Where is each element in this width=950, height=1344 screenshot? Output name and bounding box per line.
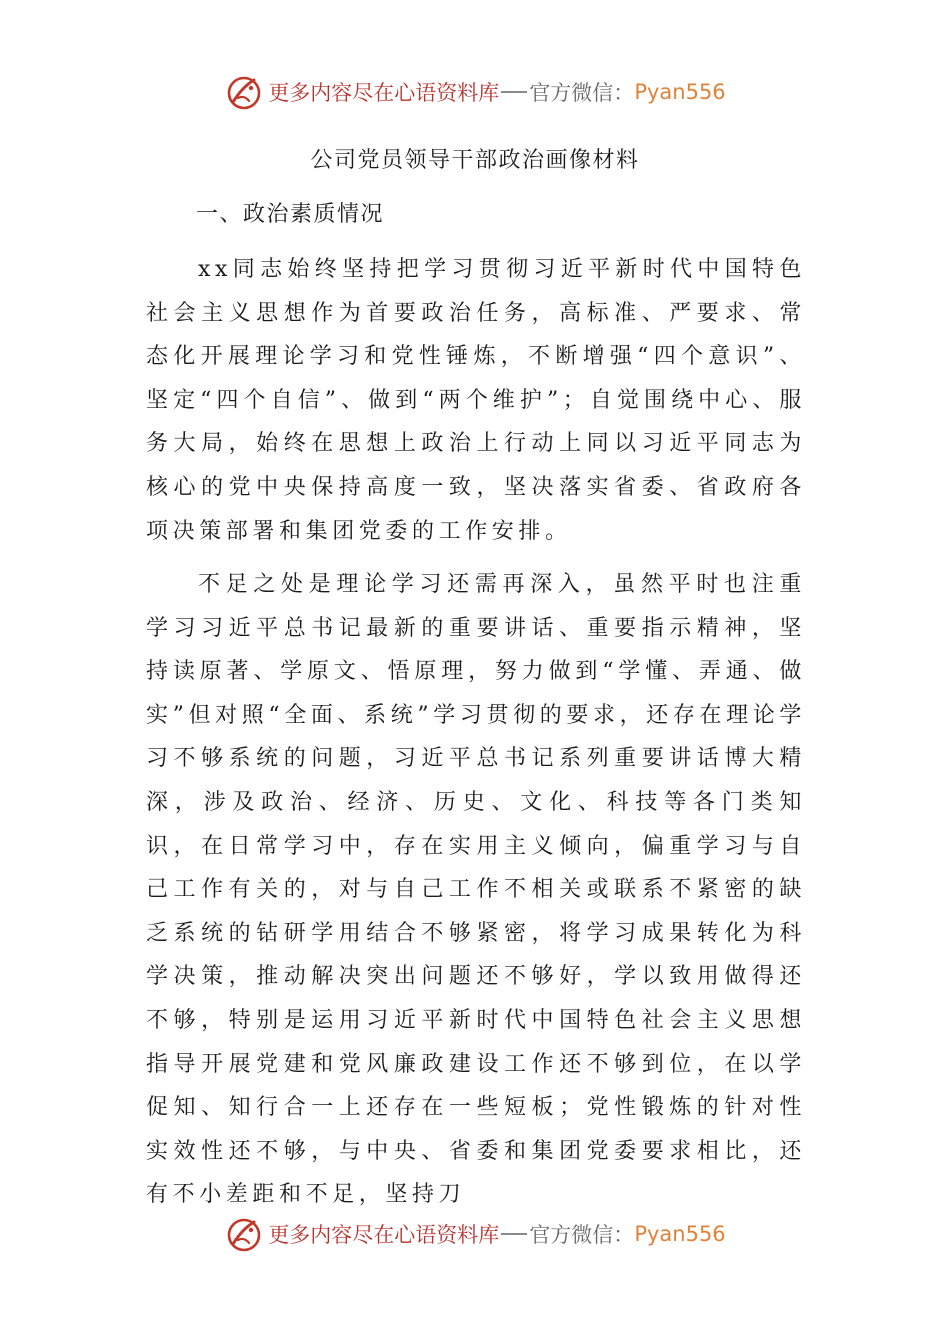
watermark-wechat-id: Pyan556 xyxy=(634,80,726,104)
watermark-main-text: 更多内容尽在心语资料库 xyxy=(268,1223,500,1247)
watermark-wechat-label: 官方微信： xyxy=(529,1223,635,1247)
watermark-wechat-id: Pyan556 xyxy=(634,1222,726,1246)
watermark-banner-bottom xyxy=(0,1212,950,1256)
document-title: 公司党员领导干部政治画像材料 xyxy=(310,148,640,173)
watermark-main-text: 更多内容尽在心语资料库 xyxy=(268,81,500,105)
brand-logo-icon xyxy=(224,72,264,112)
brand-logo-icon xyxy=(224,1214,264,1254)
section-heading: 一、政治素质情况 xyxy=(196,202,385,227)
body-paragraph: xx同志始终坚持把学习贯彻习近平新时代中国特色社会主义思想作为首要政治任务，高标准、严要求、常态化开展理论学习和党性锤炼，不断增强“四个意识”、坚定“四个自信”、做到“两个维护”；自觉围绕中心、服务大局，始终在思想上政治上行动上同以习近平同志为核心的党中央保持高度一致，坚决落实省委、省政府各项决策部署和集团党委的工作安排。 xyxy=(146,257,806,544)
watermark-divider xyxy=(501,1233,527,1235)
watermark-wechat-label: 官方微信： xyxy=(529,81,635,105)
watermark-banner-top xyxy=(0,70,950,114)
watermark-divider xyxy=(501,91,527,93)
body-paragraph: 不足之处是理论学习还需再深入，虽然平时也注重学习习近平总书记最新的重要讲话、重要指示精神，坚持读原著、学原文、悟原理，努力做到“学懂、弄通、做实”但对照“全面、系统”学习贯彻的要求，还存在理论学习不够系统的问题，习近平总书记系列重要讲话博大精深，涉及政治、经济、历史、文化、科技等各门类知识，在日常学习中，存在实用主义倾向，偏重学习与自己工作有关的，对与自己工作不相关或联系不紧密的缺乏系统的钻研学用结合不够紧密，将学习成果转化为科学决策，推动解决突出问题还不够好，学以致用做得还不够，特别是运用习近平新时代中国特色社会主义思想指导开展党建和党风廉政建设工作还不够到位，在以学促知、知行合一上还存在一些短板；党性锻炼的针对性实效性还不够，与中央、省委和集团党委要求相比，还有不小差距和不足，坚持刀 xyxy=(146,572,806,1208)
